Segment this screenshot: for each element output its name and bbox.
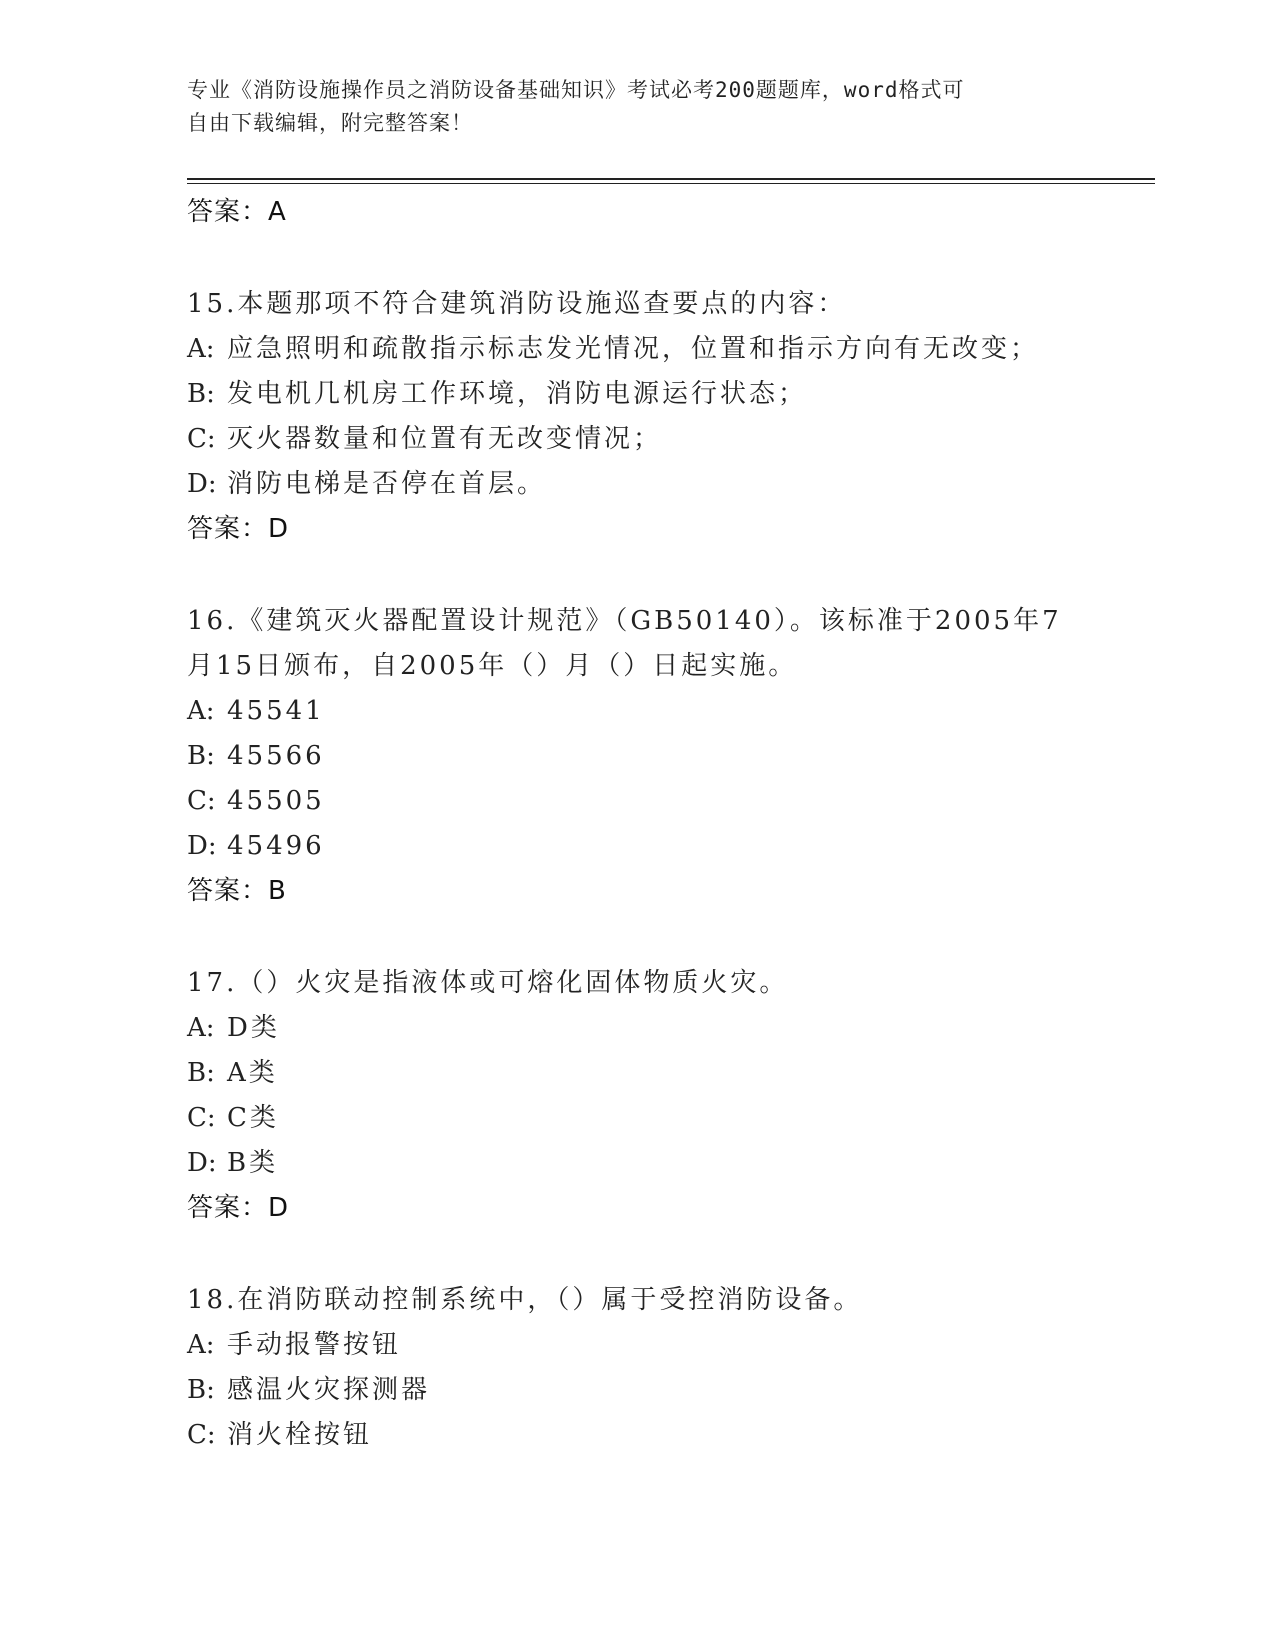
option-letter: C: (187, 786, 216, 816)
option-letter: A: (187, 1330, 215, 1360)
option-letter: A: (187, 696, 215, 726)
option-text: 感温火灾探测器 (227, 1375, 431, 1405)
option-a (187, 1323, 1087, 1368)
option-c (187, 779, 1087, 824)
answer-label: 答案： (187, 514, 269, 544)
option-b (187, 1368, 1087, 1413)
option-b (187, 734, 1087, 779)
option-text: 45496 (227, 831, 325, 861)
option-text: 消防电梯是否停在首层。 (227, 469, 547, 499)
option-text: B类 (227, 1148, 279, 1178)
question-stem: 16.《建筑灭火器配置设计规范》（GB50140）。该标准于2005年7月15日颁布，自2005年（）月（）日起实施。 (187, 606, 1062, 681)
answer-value: D (268, 1193, 289, 1223)
option-text: 45505 (227, 786, 325, 816)
page-header (187, 74, 1087, 140)
option-d (187, 824, 1087, 869)
question-stem: 18.在消防联动控制系统中，（）属于受控消防设备。 (187, 1285, 863, 1315)
answer-line (187, 1186, 1087, 1230)
answer-label: 答案： (187, 1193, 269, 1223)
option-letter: D: (187, 1148, 217, 1178)
option-letter: B: (187, 1375, 215, 1405)
option-text: 应急照明和疏散指示标志发光情况，位置和指示方向有无改变； (227, 334, 1040, 364)
option-b (187, 1051, 1087, 1096)
question-17 (187, 961, 1087, 1230)
option-a (187, 327, 1087, 372)
spacer (187, 913, 1087, 961)
option-text: 手动报警按钮 (227, 1330, 402, 1360)
option-text: A类 (227, 1058, 278, 1088)
question-15 (187, 282, 1087, 551)
header-divider-thick (187, 178, 1155, 180)
option-letter: D: (187, 831, 217, 861)
option-a (187, 689, 1087, 734)
answer-line (187, 869, 1087, 913)
question-stem: 17.（）火灾是指液体或可熔化固体物质火灾。 (187, 968, 789, 998)
answer-line-prev (187, 190, 1087, 234)
option-c (187, 1096, 1087, 1141)
option-c (187, 417, 1087, 462)
option-text: D类 (227, 1013, 280, 1043)
question-list (187, 190, 1087, 1458)
option-c (187, 1413, 1087, 1458)
option-d (187, 462, 1087, 507)
header-divider-thin (187, 183, 1155, 184)
option-letter: B: (187, 741, 215, 771)
option-text: 45566 (227, 741, 325, 771)
spacer (187, 551, 1087, 599)
option-b (187, 372, 1087, 417)
option-text: C类 (227, 1103, 279, 1133)
answer-label: 答案： (187, 876, 269, 906)
option-letter: C: (187, 1420, 216, 1450)
answer-value: D (268, 514, 289, 544)
option-text: 灭火器数量和位置有无改变情况； (227, 424, 663, 454)
option-text: 消火栓按钮 (227, 1420, 373, 1450)
option-text: 发电机几机房工作环境，消防电源运行状态； (227, 379, 808, 409)
answer-line (187, 507, 1087, 551)
question-16 (187, 599, 1087, 913)
option-letter: B: (187, 379, 215, 409)
spacer (187, 234, 1087, 282)
option-letter: C: (187, 1103, 216, 1133)
option-letter: A: (187, 334, 215, 364)
option-letter: C: (187, 424, 216, 454)
option-text: 45541 (227, 696, 325, 726)
answer-label: 答案： (187, 197, 269, 227)
spacer (187, 1230, 1087, 1278)
header-line-1: 专业《消防设施操作员之消防设备基础知识》考试必考200题题库，word格式可 (187, 78, 965, 102)
option-letter: D: (187, 469, 217, 499)
question-18 (187, 1278, 1087, 1458)
answer-value: B (268, 876, 286, 906)
option-d (187, 1141, 1087, 1186)
option-letter: A: (187, 1013, 215, 1043)
header-line-2: 自由下载编辑，附完整答案！ (187, 111, 473, 135)
option-letter: B: (187, 1058, 215, 1088)
answer-value: A (268, 197, 286, 227)
option-a (187, 1006, 1087, 1051)
question-stem: 15.本题那项不符合建筑消防设施巡查要点的内容： (187, 289, 847, 319)
